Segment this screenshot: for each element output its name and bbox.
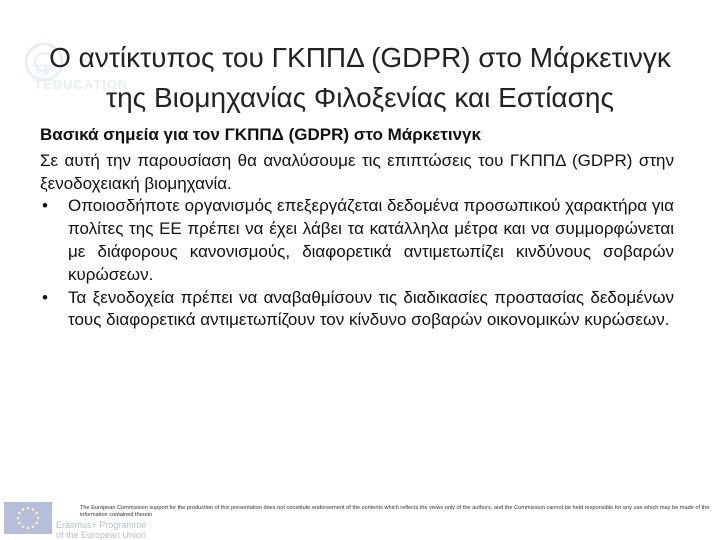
- eu-star-icon: [27, 507, 30, 510]
- eu-caption-line-1: Erasmus+ Programme: [56, 520, 147, 530]
- eu-star-icon: [18, 522, 21, 525]
- slide-title-line-1: Ο αντίκτυπος του ΓΚΠΠΔ (GDPR) στο Μάρκετινγκ: [49, 42, 671, 73]
- bullet-icon: •: [42, 196, 48, 216]
- eu-caption-line-2: of the European Union: [56, 530, 147, 540]
- eu-flag-icon: [4, 502, 52, 534]
- watermark-text: TE TEDUCATION: [34, 62, 129, 92]
- footer: [0, 494, 720, 540]
- bullet-list: [40, 195, 674, 332]
- content-subheading: Βασικά σημεία για τον ΓΚΠΠΔ (GDPR) στο Μάρκετινγκ: [40, 125, 481, 144]
- eu-star-icon: [37, 517, 40, 520]
- eu-star-icon: [35, 522, 38, 525]
- slide-content: [40, 124, 674, 332]
- intro-paragraph: Σε αυτή την παρουσίαση θα αναλύσουμε τις επιπτώσεις του ΓΚΠΠΔ (GDPR) στην ξενοδοχειακή βιομηχανία.: [40, 150, 674, 193]
- eu-programme-caption: [56, 520, 146, 540]
- eu-star-icon: [32, 508, 35, 511]
- eu-star-icon: [17, 517, 20, 520]
- eu-star-icon: [35, 512, 38, 515]
- eu-star-icon: [32, 525, 35, 528]
- eu-star-icon: [22, 525, 25, 528]
- eu-star-icon: [27, 527, 30, 530]
- bullet-icon: •: [42, 287, 48, 307]
- slide-title: [20, 38, 700, 118]
- eu-star-icon: [22, 508, 25, 511]
- slide-title-line-2: της Βιομηχανίας Φιλοξενίας και Εστίασης: [106, 82, 614, 113]
- eu-star-icon: [18, 512, 21, 515]
- bullet-text: Τα ξενοδοχεία πρέπει να αναβαθμίσουν τις διαδικασίες προστασίας δεδομένων τους διαφορετικά αντιμετωπίζουν τον κίνδυνο σοβαρών οικονομικών κυρώσεων.: [68, 287, 674, 330]
- bullet-item: [40, 195, 674, 286]
- bullet-text: Οποιοσδήποτε οργανισμός επεξεργάζεται δεδομένα προσωπικού χαρακτήρα για πολίτες της ΕΕ πρέπει να έχει λάβει τα κατάλληλα μέτρα και να συμμορφώνεται με διάφορους κανονισμούς, διαφορετικά αντιμετωπίζει κινδύνους σοβαρών κυρώσεων.: [68, 196, 674, 284]
- bullet-item: [40, 287, 674, 333]
- eu-disclaimer-text: The European Commission support for the production of this presentation does not constitute endorsement of the contents which reflects the views only of the authors, and the Commission cannot be held responsible for any use which may be made of the information contained therein: [80, 505, 710, 518]
